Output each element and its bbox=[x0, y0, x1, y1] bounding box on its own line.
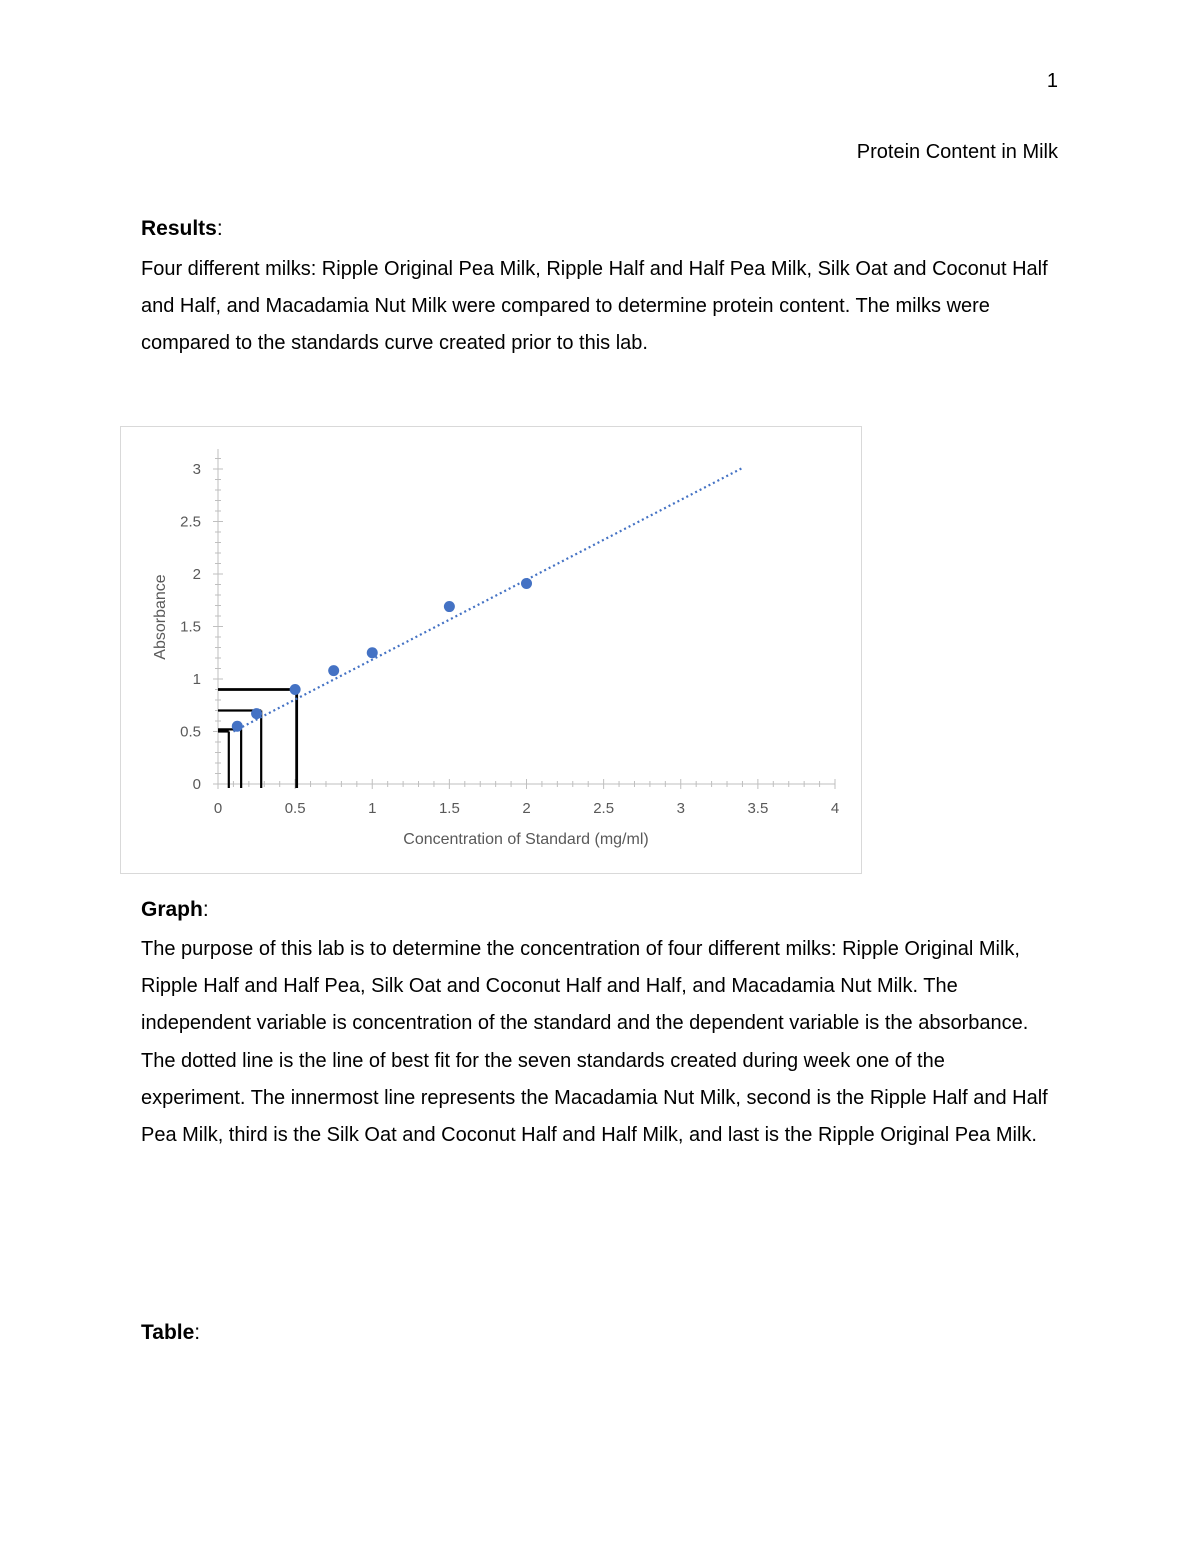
page-number: 1 bbox=[1046, 70, 1058, 92]
table-heading: Table: bbox=[141, 1321, 201, 1344]
y-tick-label: 0.5 bbox=[180, 723, 201, 741]
data-point bbox=[444, 601, 455, 612]
data-point bbox=[251, 708, 262, 719]
y-tick-label: 2 bbox=[192, 566, 201, 583]
y-tick-label: 1.5 bbox=[180, 618, 201, 636]
x-tick-label: 4 bbox=[830, 800, 840, 817]
results-heading: Results: bbox=[141, 217, 223, 240]
results-paragraph: Four different milks: Ripple Original Pea Milk, Ripple Half and Half Pea Milk, Silk Oat and Coconut Half and Half, and Macadamia Nut Milk were compared to determine protein content. The milks were compared to the standards curve created prior to this lab. bbox=[141, 258, 1048, 355]
data-point bbox=[232, 721, 243, 732]
graph-heading: Graph: bbox=[141, 898, 209, 921]
results-heading-label: Results bbox=[141, 217, 217, 240]
x-tick-label: 0.5 bbox=[284, 800, 306, 817]
x-tick-label: 0 bbox=[213, 800, 223, 817]
data-point bbox=[367, 647, 378, 658]
x-tick-label: 3.5 bbox=[747, 800, 769, 817]
graph-paragraph: The purpose of this lab is to determine the concentration of four different milks: Ripple Original Milk, Ripple Half and Half Pea, Silk Oat and Coconut Half and Half, and Macadamia Nut Milk. The independent variable is concentration of the standard and the dependent variable is the absorbance. The dotted line is the line of best fit for the seven standards created during week one of the experiment. The innermost line represents the Macadamia Nut Milk, second is the Ripple Half and Half Pea Milk, third is the Silk Oat and Coconut Half and Half Milk, and last is the Ripple Original Pea Milk. bbox=[141, 938, 1048, 1147]
x-tick-label: 3 bbox=[676, 800, 685, 817]
trendline bbox=[233, 468, 742, 732]
y-tick-label: 1 bbox=[192, 671, 201, 688]
x-tick-label: 1.5 bbox=[438, 800, 460, 817]
y-tick-label: 0 bbox=[192, 776, 201, 793]
chart-svg bbox=[121, 427, 863, 875]
x-tick-label: 2.5 bbox=[593, 800, 615, 817]
y-tick-label: 3 bbox=[192, 461, 201, 478]
x-tick-label: 1 bbox=[368, 800, 377, 817]
graph-heading-label: Graph bbox=[141, 898, 203, 921]
y-tick-label: 2.5 bbox=[180, 513, 201, 531]
y-axis-title: Absorbance bbox=[152, 574, 169, 660]
x-tick-label: 2 bbox=[522, 800, 531, 817]
table-heading-label: Table bbox=[141, 1321, 195, 1344]
data-point bbox=[328, 665, 339, 676]
data-point bbox=[521, 578, 532, 589]
data-point bbox=[290, 684, 301, 695]
x-axis-title: Concentration of Standard (mg/ml) bbox=[403, 831, 649, 848]
running-head: Protein Content in Milk bbox=[856, 141, 1058, 163]
standard-curve-chart bbox=[120, 426, 862, 874]
